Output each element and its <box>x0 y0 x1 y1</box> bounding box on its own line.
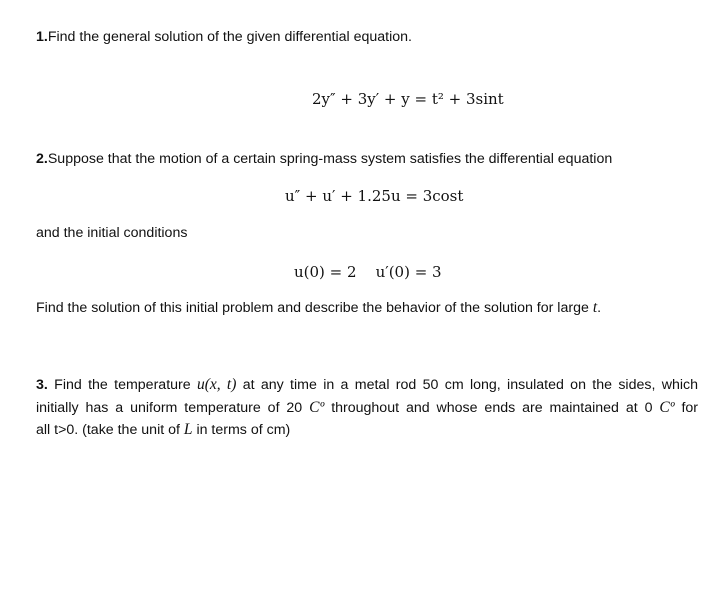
question-1-text: Find the general solution of the given differential equation. <box>47 29 412 45</box>
question-3-text-b: at any time in a metal rod 50 cm long, insulated on the sides, which <box>236 377 698 393</box>
question-2-initial-conditions: u(0) = 2 u′(0) = 3 <box>294 263 442 281</box>
question-3-text-f: all t>0. (take the unit of <box>36 422 184 438</box>
question-3-text-g: in terms of cm) <box>192 422 291 438</box>
question-3-function: u(x, t) <box>196 376 237 393</box>
question-3-variable-L: L <box>183 421 193 438</box>
question-2-heading <box>36 151 612 167</box>
question-1-number: 1. <box>36 29 48 45</box>
question-3-unit-1: Cº <box>309 398 325 416</box>
question-3-text-d: throughout and whose ends are maintained at 0 <box>324 399 660 416</box>
question-3-line-1 <box>36 374 698 397</box>
question-2-period: . <box>597 300 602 316</box>
question-2-equation: u″ + u′ + 1.25u = 3cost <box>285 187 464 205</box>
question-2-variable-t: t <box>592 299 598 316</box>
question-3-line-3 <box>36 419 698 442</box>
question-1-equation: 2y″ + 3y′ + y = t² + 3sint <box>312 90 504 108</box>
question-3-text-c: initially has a uniform temperature of 20 <box>36 399 310 416</box>
question-3-text-e: for <box>674 399 698 416</box>
question-3-text-a: Find the temperature <box>47 377 197 393</box>
question-2-find-sentence: Find the solution of this initial problem and describe the behavior of the solution for large <box>36 300 589 316</box>
question-2-text: Suppose that the motion of a certain spring-mass system satisfies the differential equation <box>47 151 613 167</box>
question-3-paragraph <box>36 374 698 442</box>
question-2-initial-text: and the initial conditions <box>36 225 188 241</box>
question-1-heading <box>36 29 412 45</box>
question-2-find-text <box>36 299 601 317</box>
question-3-line-2 <box>36 397 698 420</box>
question-3-unit-2: Cº <box>659 398 675 416</box>
question-2-number: 2. <box>36 151 48 167</box>
question-3-number: 3. <box>36 377 48 393</box>
